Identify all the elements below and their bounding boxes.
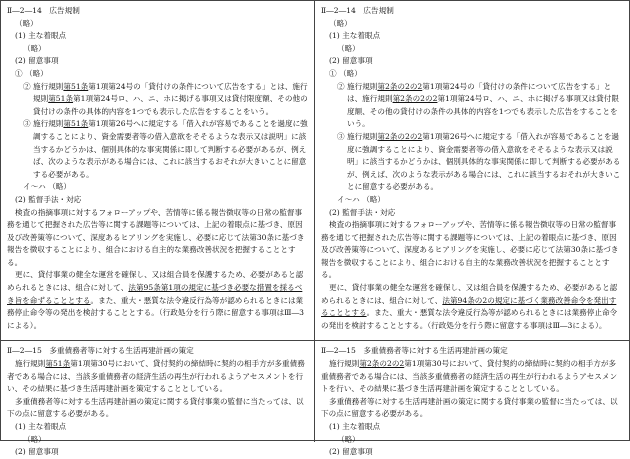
heading: (1) 主な着眼点: [329, 31, 381, 41]
heading: (2) 留意事項: [15, 447, 59, 457]
list-item: ③ 施行規則第51条第1項第26号へに規定する「借入れが容易であることを過度に強調することにより、資金需要者等の借入意欲をそそるような表示又は説明」に該当するかどうかは、個別具体的な事実関係に即して判断する必要があるが、例えば、次のような表示がある場合には、これに該当するおそれが大きいことに留意する必要がある。: [23, 119, 308, 179]
omitted-note: イ～ハ （略）: [23, 182, 71, 192]
left-column: [1, 1, 315, 457]
paragraph: 多重債務者等に対する生活再建計画の策定に関する貸付事業の監督に当たっては、以下の点に留意する必要がある。: [7, 396, 304, 419]
paragraph: 多重債務者等に対する生活再建計画の策定に関する貸付事業の監督に当たっては、以下の点に留意する必要がある。: [321, 396, 618, 419]
list-item: ① （略）: [329, 68, 362, 78]
heading: (2) 留意事項: [329, 447, 373, 457]
list-item: ③ 施行規則第2条の2の2第1項第26号へに規定する「借入れが容易であることを過度に強調することにより、資金需要者等の借入意欲をそそるような表示又は説明」に該当するかどうかは、個別具体的な事実関係に即して判断する必要があるが、例えば、次のような表示がある場合には、これに該当するおそれが大きいことに留意する必要がある。: [337, 131, 621, 192]
list-item: ① （略）: [15, 68, 48, 78]
omitted-note: （略）: [337, 434, 360, 444]
heading: (1) 主な着眼点: [329, 422, 381, 431]
paragraph: 施行規則第2条の2の2第1項第30号において、貸付契約の締結時に契約の相手方が多重債務者である場合には、当該多重債務者の経済生活の再生が行われるようアセスメントを行い、その結果に基づき生活再建計画を策定することとしている。: [321, 359, 618, 394]
heading: (1) 主な着眼点: [15, 31, 67, 41]
paragraph: 施行規則第51条第1項第30号において、貸付契約の締結時に契約の相手方が多重債務者である場合には、当該多重債務者の経済生活の再生が行われるようアセスメントを行い、その結果に基づき生活再建計画を策定することとしている。: [7, 359, 305, 394]
omitted-note: （略）: [23, 434, 46, 444]
section-title: Ⅱ―2―14 広告規制: [7, 6, 80, 15]
list-item: ② 施行規則第51条第1項第24号の「貸付けの条件について広告をする」とは、施行規則第51条第1項第24号ロ、ハ、ニ、ホに掲げる事項又は貸付限度額、その他の貸付けの条件の具体的内容を1つでも表示した広告をすることをいう。: [23, 81, 308, 116]
omitted-note: （略）: [329, 18, 352, 28]
omitted-note: イ～ハ （略）: [337, 194, 385, 204]
list-item: ② 施行規則第2条の2の2第1項第24号の「貸付けの条件について広告をする」とは、施行規則第2条の2の2第1項第24号ロ、ハ、ニ、ホに掲げる事項又は貸付限度額、その他の貸付けの条件の具体的内容を1つでも表示した広告をすることをいう。: [337, 81, 619, 129]
paragraph: 検査の指摘事項に対するフォローアップや、苦情等に係る報告徴収等の日常の監督事務を通じて把握された広告等に関する課題等については、上記の着眼点に基づき、原因及び改善策等について、深度あるヒアリングを実施し、必要に応じて法第30条に基づき報告を徴収することにより、組合における自主的な業務改善状況を把握することとする。: [7, 207, 305, 267]
paragraph: 更に、貸付事業の健全な運営を確保し、又は組合員を保護するため、必要があると認められるときには、組合に対して、法第94条の2の規定に基づく業務改善命令を発出することとする。また、重大・悪質な法令違反行為等が認められるときには業務停止命令の発出を検討することとする。（行政処分を行う際に留意する事項はⅢ―3による）。: [321, 283, 618, 330]
omitted-note: （略）: [15, 18, 38, 28]
heading: (2) 監督手法・対応: [15, 194, 82, 204]
section-title: Ⅱ―2―15 多重債務者等に対する生活再建計画の策定: [321, 346, 508, 356]
heading: (2) 留意事項: [15, 56, 59, 66]
right-column: [315, 1, 629, 457]
row-divider: [315, 340, 629, 341]
omitted-note: （略）: [337, 43, 360, 53]
paragraph: 更に、貸付事業の健全な運営を確保し、又は組合員を保護するため、必要があると認められるときには、組合に対して、法第95条第1項の規定に基づき必要な措置を採るべき旨を命ずることとする。また、重大・悪質な法令違反行為等が認められるときには業務停止命令等の発出を検討することとする。（行政処分を行う際に留意する事項はⅢ―3による）。: [7, 270, 304, 330]
section-title: Ⅱ―2―14 広告規制: [321, 6, 394, 15]
heading: (1) 主な着眼点: [15, 422, 67, 431]
row-divider: [1, 340, 314, 341]
omitted-note: （略）: [23, 43, 46, 53]
section-title: Ⅱ―2―15 多重債務者等に対する生活再建計画の策定: [7, 346, 194, 356]
heading: (2) 留意事項: [329, 56, 373, 66]
heading: (2) 監督手法・対応: [329, 207, 396, 217]
paragraph: 検査の指摘事項に対するフォローアップや、苦情等に係る報告徴収等の日常の監督事務を通じて把握された広告等に関する課題等については、上記の着眼点に基づき、原因及び改善策等について、深度あるヒアリングを実施し、必要に応じて法第30条に基づき報告を徴収することにより、組合における自主的な業務改善状況を把握することとする。: [321, 220, 619, 280]
